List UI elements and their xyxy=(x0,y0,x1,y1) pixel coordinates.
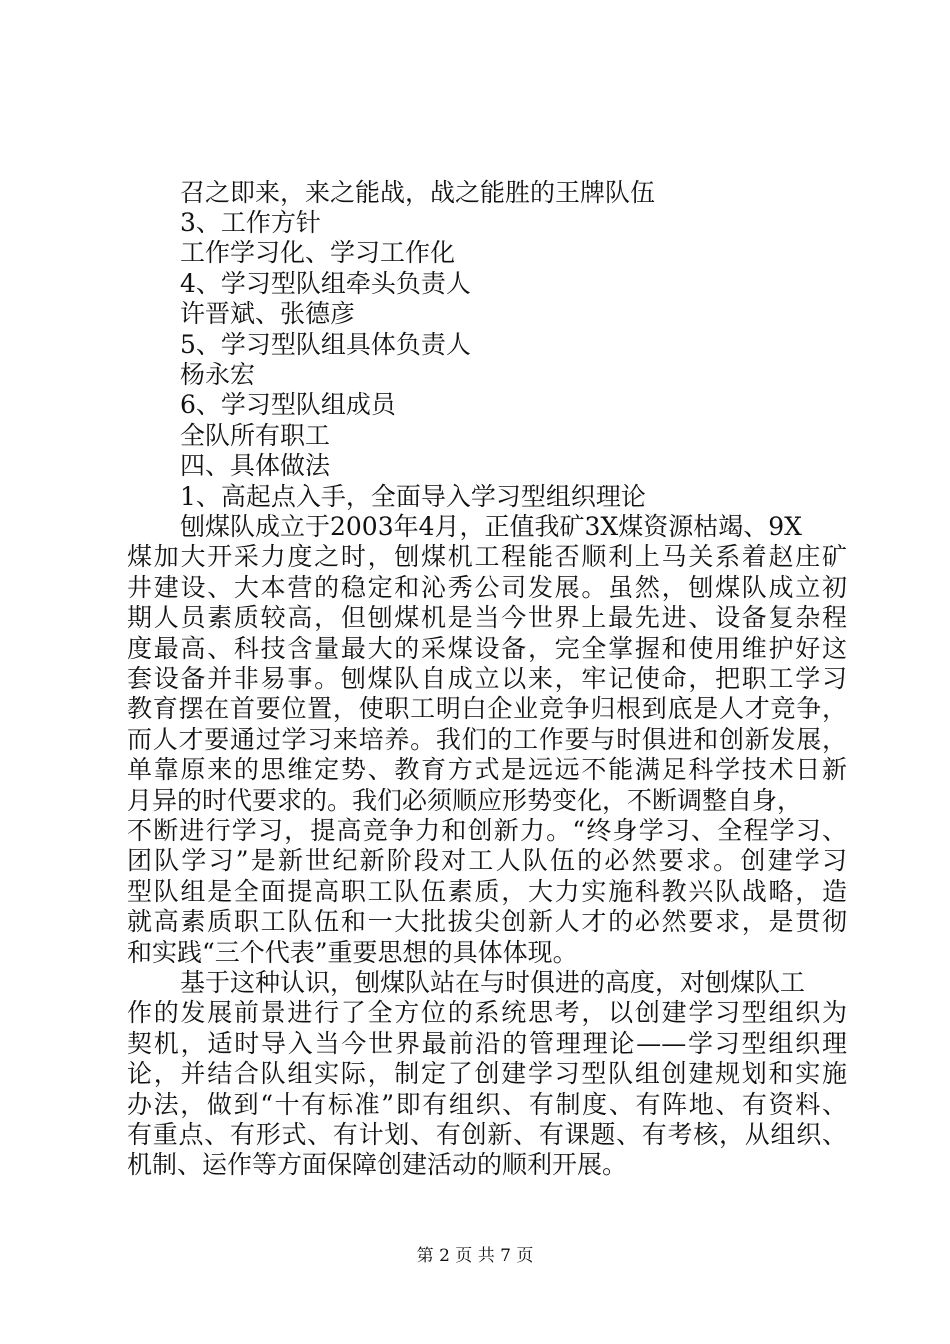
paragraph-line: 教育摆在首要位置，使职工明白企业竞争归根到底是人才竞争， xyxy=(127,694,847,723)
section-heading: 四、具体做法 xyxy=(180,451,331,480)
paragraph-line: 办法，做到“十有标准”即有组织、有制度、有阵地、有资料、 xyxy=(127,1090,847,1119)
text-line: 工作学习化、学习工作化 xyxy=(180,238,456,267)
text-line: 杨永宏 xyxy=(180,360,256,389)
paragraph-line: 契机，适时导入当今世界最前沿的管理理论——学习型组织理 xyxy=(127,1029,847,1058)
paragraph-line: 月异的时代要求的。我们必须顺应形势变化，不断调整自身， xyxy=(127,786,803,815)
paragraph-line: 单靠原来的思维定势、教育方式是远远不能满足科学技术日新 xyxy=(127,755,847,784)
paragraph-line: 不断进行学习，提高竞争力和创新力。“终身学习、全程学习、 xyxy=(127,816,847,845)
text-line: 全队所有职工 xyxy=(180,421,331,450)
page-number-footer: 第 2 页 共 7 页 xyxy=(416,1246,534,1266)
section-heading: 5、学习型队组具体负责人 xyxy=(180,330,471,359)
paragraph-line: 煤加大开采力度之时，刨煤机工程能否顺利上马关系着赵庄矿 xyxy=(127,542,847,571)
text-line: 许晋斌、张德彦 xyxy=(180,299,356,328)
paragraph-line: 基于这种认识，刨煤队站在与时俱进的高度，对刨煤队工 xyxy=(180,968,806,997)
text-line: 召之即来，来之能战，战之能胜的王牌队伍 xyxy=(180,178,656,207)
paragraph-line: 和实践“三个代表”重要思想的具体体现。 xyxy=(127,938,578,967)
paragraph-line: 就高素质职工队伍和一大批拔尖创新人才的必然要求，是贯彻 xyxy=(127,907,847,936)
paragraph-line: 型队组是全面提高职工队伍素质，大力实施科教兴队战略，造 xyxy=(127,877,847,906)
subsection-heading: 1、高起点入手，全面导入学习型组织理论 xyxy=(180,482,646,511)
paragraph-line: 有重点、有形式、有计划、有创新、有课题、有考核，从组织、 xyxy=(127,1120,847,1149)
paragraph-line: 而人才要通过学习来培养。我们的工作要与时俱进和创新发展， xyxy=(127,725,847,754)
paragraph-line: 刨煤队成立于2003年4月，正值我矿3X煤资源枯竭、9X xyxy=(180,512,802,541)
section-heading: 3、工作方针 xyxy=(180,208,321,237)
paragraph-line: 机制、运作等方面保障创建活动的顺利开展。 xyxy=(127,1150,628,1179)
paragraph-line: 期人员素质较高，但刨煤机是当今世界上最先进、设备复杂程 xyxy=(127,603,847,632)
paragraph-line: 作的发展前景进行了全方位的系统思考，以创建学习型组织为 xyxy=(127,998,847,1027)
paragraph-line: 井建设、大本营的稳定和沁秀公司发展。虽然，刨煤队成立初 xyxy=(127,573,847,602)
paragraph-line: 套设备并非易事。刨煤队自成立以来，牢记使命，把职工学习 xyxy=(127,664,847,693)
section-heading: 4、学习型队组牵头负责人 xyxy=(180,269,471,298)
paragraph-line: 度最高、科技含量最大的采煤设备，完全掌握和使用维护好这 xyxy=(127,634,847,663)
paragraph-line: 团队学习”是新世纪新阶段对工人队伍的必然要求。创建学习 xyxy=(127,846,847,875)
section-heading: 6、学习型队组成员 xyxy=(180,390,396,419)
paragraph-line: 论，并结合队组实际，制定了创建学习型队组创建规划和实施 xyxy=(127,1059,847,1088)
